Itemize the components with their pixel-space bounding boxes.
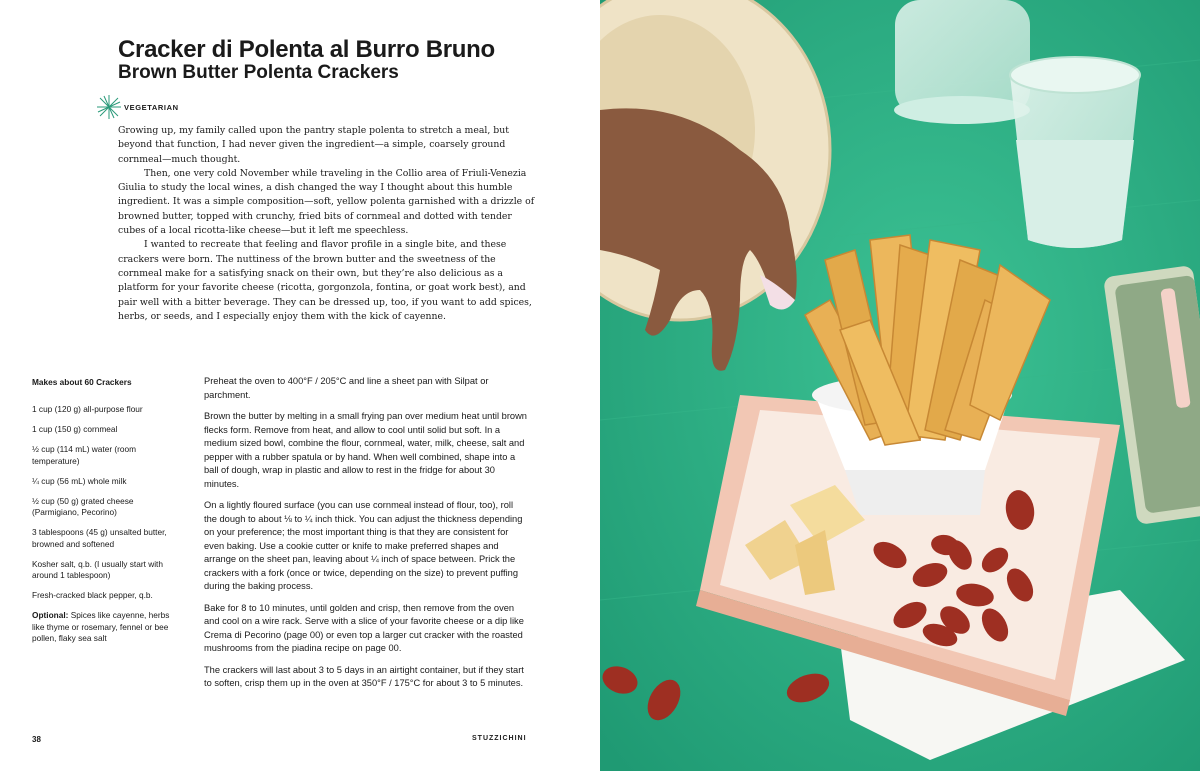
ingredient-item: ½ cup (50 g) grated cheese (Parmigiano, Pecorino) xyxy=(32,495,134,517)
intro-text xyxy=(118,124,540,324)
ingredients-list xyxy=(32,404,180,653)
ingredient-item: Kosher salt, q.b. (I usually start with around 1 tablespoon) xyxy=(32,558,163,580)
intro-paragraph: Then, one very cold November while traveling in the Collio area of Friuli-Venezia Giulia to study the local wines, a dish changed the way I thought about this humble ingredient. It was a simple composition—soft, yellow polenta garnished with a drizzle of browned butter, topped with crunchy, fried bits of cornmeal and dotted with tender cubes of a local ricotta-like cheese—but it left me speechless. xyxy=(118,167,535,237)
intro-paragraph: I wanted to recreate that feeling and flavor profile in a single bite, and these crackers were born. The nuttiness of the brown butter and the sweetness of the cornmeal make for a satisfying snack on their own, but they’re also delicious as a platform for your favorite cheese (ricotta, gorgonzola, fontina, or goat work best), and pair well with a bitter beverage. They can be dressed up, too, if you want to add spices, herbs, or seeds, and I especially enjoy them with the kick of cayenne. xyxy=(118,239,532,322)
recipe-subtitle: Brown Butter Polenta Crackers xyxy=(118,62,399,83)
optional-label: Optional: xyxy=(32,610,69,620)
section-name: STUZZICHINI xyxy=(472,735,527,742)
method-step: Bake for 8 to 10 minutes, until golden and crisp, then remove from the oven and cool on a wire rack. Serve with a slice of your favorite cheese or a dip like Crema di Pecorino (page 00) or even top a larger cut cracker with the roasted mushrooms from the piadina recipe on page 00. xyxy=(204,602,524,653)
ingredient-item: 1 cup (150 g) cornmeal xyxy=(32,424,118,434)
method-step: On a lightly floured surface (you can use cornmeal instead of flour, too), roll the dough to about ⅛ to ¼ inch thick. You can adjust the thickness depending on your preference; the most important thing is that they are consistent for even baking. Use a cookie cutter or knife to make preferred shapes and arrange on the sheet pan, leaving about ¼ inch of space between. Prick the crackers with a fork (once or twice, depending on the size) to prevent puffing during the baking process. xyxy=(204,500,523,591)
method-step: Preheat the oven to 400°F / 205°C and line a sheet pan with Silpat or parchment. xyxy=(204,376,489,400)
sprig-icon xyxy=(96,94,122,120)
ingredient-item: Fresh-cracked black pepper, q.b. xyxy=(32,590,153,600)
ingredient-item: 3 tablespoons (45 g) unsalted butter, browned and softened xyxy=(32,527,167,549)
ingredient-item: ½ cup (114 mL) water (room temperature) xyxy=(32,444,137,466)
method-steps xyxy=(204,375,528,699)
vegetarian-tag xyxy=(96,94,179,120)
photo-illustration xyxy=(600,0,1200,771)
ingredient-item: 1 cup (120 g) all-purpose flour xyxy=(32,404,143,414)
intro-paragraph: Growing up, my family called upon the pantry staple polenta to stretch a meal, but beyond that function, I had never given the ingredient—a simple, coarsely ground cornmeal—much thought. xyxy=(118,125,509,165)
recipe-title: Cracker di Polenta al Burro Bruno xyxy=(118,36,495,63)
food-photo xyxy=(600,0,1200,771)
page-number: 38 xyxy=(32,735,41,744)
glass-carafe xyxy=(894,0,1030,124)
vegetarian-label: VEGETARIAN xyxy=(124,102,179,112)
ingredient-item: ¼ cup (56 mL) whole milk xyxy=(32,475,127,486)
ingredient-optional xyxy=(32,610,180,645)
method-step: Brown the butter by melting in a small frying pan over medium heat until brown flecks form. Remove from heat, and allow to cool until solid but soft. In a medium sized bowl, combine the flour, cornmeal, water, milk, cheese, salt and pepper with a rubber spatula or by hand. When well combined, shape into a ball of dough, wrap in plastic and allow to rest in the fridge for about 30 minutes. xyxy=(204,411,527,489)
optional-text: Spices like cayenne, herbs like thyme or rosemary, fennel or bee pollen, flaky sea salt xyxy=(32,610,170,643)
recipe-yield: Makes about 60 Crackers xyxy=(32,377,132,387)
method-step: The crackers will last about 3 to 5 days in an airtight container, but if they start to soften, crisp them up in the oven at 350°F / 175°C for about 3 to 5 minutes. xyxy=(204,664,524,688)
water-glass xyxy=(1010,57,1140,248)
